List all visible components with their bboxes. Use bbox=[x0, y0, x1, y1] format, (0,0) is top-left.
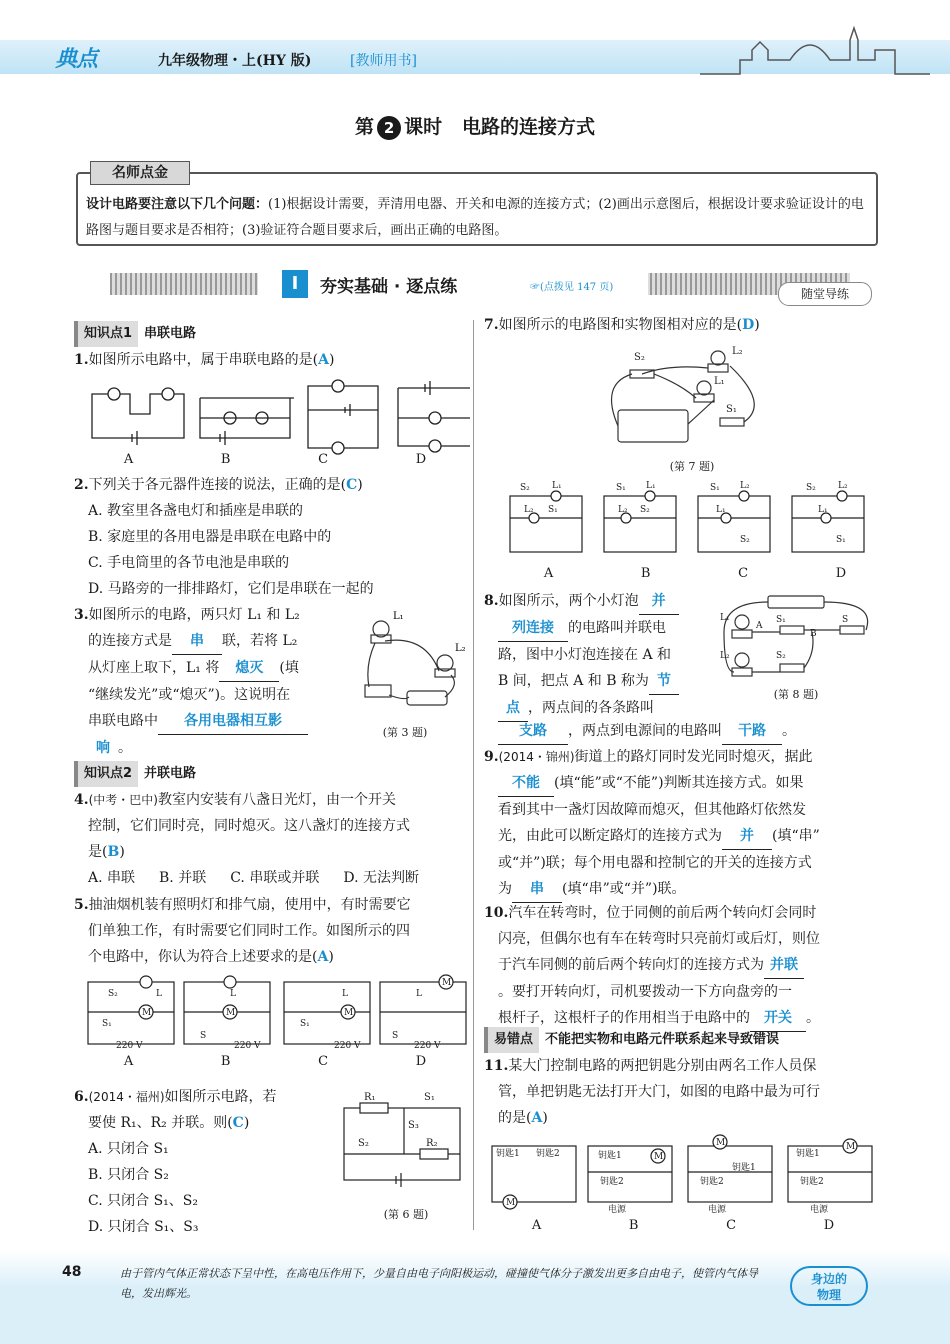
svg-text:220 V: 220 V bbox=[234, 1041, 261, 1051]
svg-text:S₁: S₁ bbox=[726, 404, 737, 415]
page-number: 48 bbox=[62, 1264, 82, 1280]
question-4: 知识点2 并联电路 4.(中考・巴中)教室内安装有八盏日光灯，由一个开关 控制，它们同时亮，同时熄灭。这八盏灯的连接方式 是(B) A. 串联 B. 并联 C. 串联或并联 D. 无法判断 bbox=[74, 760, 466, 891]
svg-text:L₁: L₁ bbox=[552, 481, 562, 491]
q6-caption: (第 6 题) bbox=[383, 1208, 429, 1221]
header-logo: 典点 bbox=[55, 46, 98, 72]
q7-circuits bbox=[500, 478, 890, 562]
svg-text:S₁: S₁ bbox=[710, 483, 720, 493]
svg-text:S₂: S₂ bbox=[640, 505, 650, 515]
left-column: 知识点1 串联电路 1.如图所示电路中，属于串联电路的是(A) bbox=[74, 320, 466, 373]
svg-text:钥匙1: 钥匙1 bbox=[796, 1149, 820, 1159]
svg-text:S₂: S₂ bbox=[776, 651, 786, 661]
q7-real-figure bbox=[600, 344, 780, 448]
q5-labels: A B C D bbox=[123, 1054, 427, 1069]
q5-circuits bbox=[80, 972, 470, 1054]
q11-circuits bbox=[488, 1132, 878, 1218]
svg-text:电源: 电源 bbox=[810, 1205, 829, 1215]
svg-text:L₂: L₂ bbox=[732, 346, 743, 357]
question-6: 6.(2014・福州)如图所示电路，若 要使 R₁、R₂ 并联。则(C) A. 只闭合 S₁ B. 只闭合 S₂ C. 只闭合 S₁、S₂ D. 只闭合 S₁、S₃ bbox=[74, 1089, 277, 1235]
question-8: 8.如图所示，两个小灯泡 并 列连接 的电路叫并联电 路，图中小灯泡连接在 A 和 B 间，把点 A 和 B 称为 节 点 ，两点间的各条路叫 bbox=[484, 588, 714, 722]
svg-text:S₃: S₃ bbox=[408, 1120, 419, 1131]
svg-text:M: M bbox=[846, 1142, 856, 1152]
skyline-icon bbox=[700, 20, 930, 76]
svg-text:S₂: S₂ bbox=[740, 535, 750, 545]
svg-text:L₁: L₁ bbox=[646, 481, 656, 491]
svg-text:L₁: L₁ bbox=[716, 505, 726, 515]
svg-text:L₁: L₁ bbox=[714, 376, 725, 387]
question-1: 1.如图所示电路中，属于串联电路的是(A) bbox=[74, 352, 335, 368]
svg-text:220 V: 220 V bbox=[116, 1041, 143, 1051]
svg-text:电源: 电源 bbox=[708, 1205, 727, 1215]
section-tag: 随堂导练 bbox=[778, 282, 872, 306]
svg-text:B: B bbox=[810, 629, 817, 639]
svg-text:S: S bbox=[200, 1031, 207, 1041]
footer-badge: 身边的 物理 bbox=[790, 1266, 868, 1306]
svg-text:L: L bbox=[342, 989, 348, 999]
svg-text:M: M bbox=[226, 1008, 236, 1018]
svg-text:L₂: L₂ bbox=[838, 481, 848, 491]
knowledge-point-1-label: 知识点1 bbox=[74, 321, 138, 347]
svg-text:S₁: S₁ bbox=[776, 615, 786, 625]
common-error-label: 易错点 bbox=[484, 1027, 539, 1053]
svg-text:S₁: S₁ bbox=[424, 1092, 435, 1103]
svg-text:钥匙2: 钥匙2 bbox=[800, 1177, 824, 1187]
svg-text:L₂: L₂ bbox=[524, 505, 534, 515]
svg-text:M: M bbox=[654, 1152, 664, 1162]
q1-labels: A B C D bbox=[123, 452, 427, 467]
section-title: 夯实基础 · 逐点练 bbox=[320, 277, 458, 297]
svg-text:S₂: S₂ bbox=[634, 352, 645, 363]
svg-text:L: L bbox=[156, 989, 162, 999]
svg-text:M: M bbox=[716, 1138, 726, 1148]
svg-text:M: M bbox=[442, 978, 452, 988]
svg-text:L₁: L₁ bbox=[818, 505, 828, 515]
svg-text:M: M bbox=[142, 1008, 152, 1018]
tip-label: 名师点金 bbox=[90, 161, 190, 185]
svg-text:钥匙1: 钥匙1 bbox=[598, 1151, 622, 1161]
svg-text:220 V: 220 V bbox=[334, 1041, 361, 1051]
svg-text:R₂: R₂ bbox=[426, 1138, 438, 1149]
question-8-cont: 支路 ，两点到电源间的电路叫 干路 。 bbox=[484, 718, 884, 745]
svg-text:L₂: L₂ bbox=[455, 643, 466, 654]
q11-labels: A B C D bbox=[531, 1218, 835, 1233]
tip-text: 设计电路要注意以下几个问题：(1)根据设计需要，弄清用电器、开关和电源的连接方式；(2)画出示意图后，根据设计要求验证设计的电路图与题目要求是否相符；(3)验证符合题目要求后，画出正确的电路图。 bbox=[86, 197, 864, 238]
q6-figure bbox=[336, 1088, 466, 1192]
svg-text:钥匙2: 钥匙2 bbox=[700, 1177, 724, 1187]
question-9: 9.(2014・锦州)街道上的路灯同时发光同时熄灭，据此 不能 (填“能”或“不能”)判断其连接方式。如果 看到其中一盏灯因故障而熄灭，但其他路灯依然发 光，由此可以断定路灯的连接方式为 并 (填“串” 或“并”)联；每个用电器和控制它的开关的连接方式 为 串 (填“串”或“并”)联。 bbox=[484, 744, 884, 903]
q3-caption: (第 3 题) bbox=[382, 726, 428, 739]
svg-text:电源: 电源 bbox=[608, 1205, 627, 1215]
svg-text:L₁: L₁ bbox=[393, 611, 404, 622]
column-divider bbox=[473, 320, 474, 1230]
header-book-title: 九年级物理・上(HY 版) bbox=[158, 53, 312, 69]
svg-text:钥匙2: 钥匙2 bbox=[600, 1177, 624, 1187]
question-3: 3.如图所示的电路，两只灯 L₁ 和 L₂ 的连接方式是 串 联，若将 L₂ 从灯座上取下，L₁ 将 熄灭 (填 “继续发光”或“熄灭”)。这说明在 串联电路中 各用电器相互影 响 。 bbox=[74, 602, 344, 762]
svg-text:L: L bbox=[416, 989, 422, 999]
svg-text:L: L bbox=[230, 989, 236, 999]
question-11: 易错点 不能把实物和电路元件联系起来导致错误 11.某大门控制电路的两把钥匙分别由两名工作人员保 管，单把钥匙无法打开大门，如图的电路中最为可行 的是(A) bbox=[484, 1026, 884, 1131]
svg-text:钥匙1: 钥匙1 bbox=[732, 1163, 756, 1173]
q3-figure bbox=[345, 605, 470, 725]
svg-text:L₁: L₁ bbox=[720, 613, 730, 623]
section-note: ☞(点拨见 147 页) bbox=[530, 282, 614, 293]
svg-text:M: M bbox=[506, 1198, 516, 1208]
svg-text:M: M bbox=[344, 1008, 354, 1018]
svg-text:L₂: L₂ bbox=[740, 481, 750, 491]
svg-text:S₂: S₂ bbox=[108, 989, 118, 999]
svg-text:R₁: R₁ bbox=[364, 1092, 376, 1103]
svg-text:S₁: S₁ bbox=[102, 1019, 112, 1029]
svg-text:S₂: S₂ bbox=[806, 483, 816, 493]
question-7: 7.如图所示的电路图和实物图相对应的是(D) bbox=[484, 317, 760, 333]
lesson-title: 第 2 课时 电路的连接方式 bbox=[355, 116, 595, 138]
svg-text:S₁: S₁ bbox=[836, 535, 846, 545]
svg-text:S₁: S₁ bbox=[300, 1019, 310, 1029]
question-2: 2.下列关于各元器件连接的说法，正确的是(C) A. 教室里各盏电灯和插座是串联的 B. 家庭里的各用电器是串联在电路中的 C. 手电筒里的各节电池是串联的 D. 马路旁的一排排路灯，它们是串联在一起的 bbox=[74, 477, 374, 597]
knowledge-point-2-label: 知识点2 bbox=[74, 761, 138, 787]
svg-text:A: A bbox=[756, 621, 763, 631]
svg-text:S₂: S₂ bbox=[358, 1138, 369, 1149]
question-10: 10.汽车在转弯时，位于同侧的前后两个转向灯会同时 闪亮，但偶尔也有车在转弯时只亮前灯或后灯，则位 于汽车同侧的前后两个转向灯的连接方式为 并联 。要打开转向灯，司机要拨动一下方向盘旁的一 根杆子，这根杆子的作用相当于电路中的 开关 。 bbox=[484, 900, 884, 1032]
q8-caption: (第 8 题) bbox=[773, 688, 819, 701]
svg-text:L₂: L₂ bbox=[618, 505, 628, 515]
svg-text:S₂: S₂ bbox=[520, 483, 530, 493]
header-tag: [教师用书] bbox=[350, 53, 417, 69]
q7-labels: A B C D bbox=[543, 566, 847, 581]
svg-text:钥匙1: 钥匙1 bbox=[496, 1149, 520, 1159]
svg-text:220 V: 220 V bbox=[414, 1041, 441, 1051]
svg-text:L₂: L₂ bbox=[720, 651, 730, 661]
svg-text:钥匙2: 钥匙2 bbox=[536, 1149, 560, 1159]
svg-text:S: S bbox=[392, 1031, 399, 1041]
question-5: 5.抽油烟机装有照明灯和排气扇，使用中，有时需要它 们单独工作，有时需要它们同时工作。如图所示的四 个电路中，你认为符合上述要求的是(A) bbox=[74, 897, 411, 965]
q7-caption: (第 7 题) bbox=[669, 460, 715, 473]
svg-text:S: S bbox=[842, 615, 849, 625]
svg-text:S₁: S₁ bbox=[616, 483, 626, 493]
q8-figure bbox=[716, 592, 876, 698]
section-number: Ⅰ bbox=[282, 270, 308, 298]
svg-text:S₁: S₁ bbox=[548, 505, 558, 515]
footer-text: 由于管内气体正常状态下呈中性，在高电压作用下，少量自由电子向阳极运动，碰撞使气体分子激发出更多自由电子，使管内气体导电，发出辉光。 bbox=[120, 1267, 758, 1300]
